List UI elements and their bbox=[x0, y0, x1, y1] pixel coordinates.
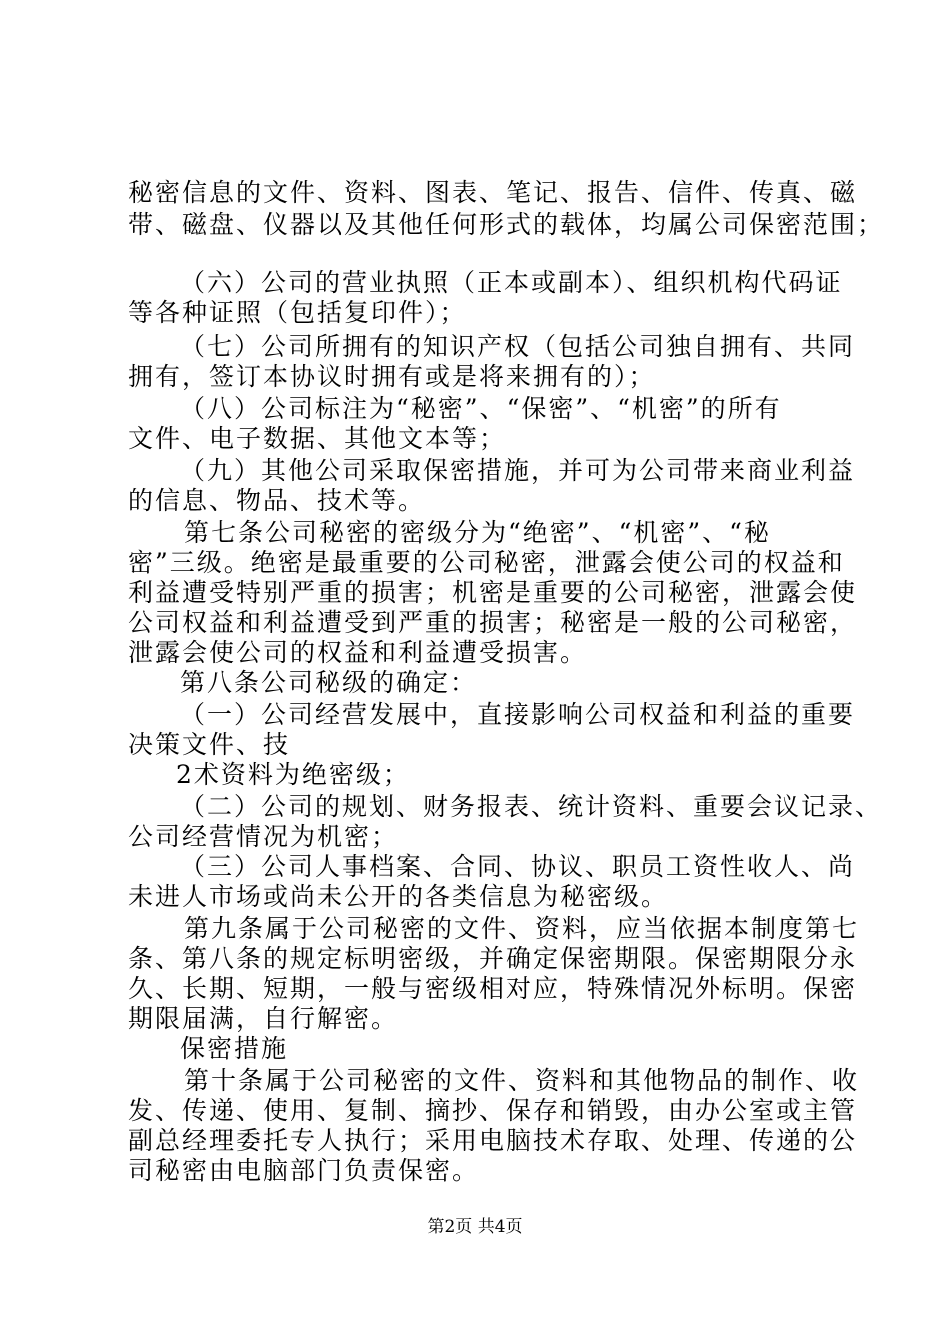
text-line: （七）公司所拥有的知识产权（包括公司独自拥有、共同 bbox=[180, 332, 856, 361]
text-line: 期限届满，自行解密。 bbox=[128, 1004, 399, 1033]
text-line: 密”三级。绝密是最重要的公司秘密，泄露会使公司的权益和 bbox=[128, 548, 845, 577]
text-line: 条、第八条的规定标明密级，并确定保密期限。保密期限分永 bbox=[128, 944, 858, 973]
text-line: 第十条属于公司秘密的文件、资料和其他物品的制作、收 bbox=[184, 1066, 860, 1095]
text-line: 副总经理委托专人执行；采用电脑技术存取、处理、传递的公 bbox=[128, 1126, 858, 1155]
text-line: （二）公司的规划、财务报表、统计资料、重要会议记录、 bbox=[180, 792, 883, 821]
text-line: 未进人市场或尚未公开的各类信息为秘密级。 bbox=[128, 882, 669, 911]
text-line: 泄露会使公司的权益和利益遭受损害。 bbox=[128, 638, 588, 667]
text-line: 带、磁盘、仪器以及其他任何形式的载体，均属公司保密范围； bbox=[128, 210, 885, 239]
page-footer: 第2页 共4页 bbox=[427, 1217, 523, 1237]
text-line: 第九条属于公司秘密的文件、资料，应当依据本制度第七 bbox=[184, 914, 860, 943]
text-line: 的信息、物品、技术等。 bbox=[128, 486, 426, 515]
text-line: 久、长期、短期，一般与密级相对应，特殊情况外标明。保密 bbox=[128, 974, 858, 1003]
text-line: 发、传递、使用、复制、摘抄、保存和销毁，由办公室或主管 bbox=[128, 1096, 858, 1125]
text-line: 决策文件、技 bbox=[128, 730, 291, 759]
text-line: 公司经营情况为机密； bbox=[128, 822, 399, 851]
text-line: 文件、电子数据、其他文本等； bbox=[128, 424, 507, 453]
text-line: 等各种证照（包括复印件）； bbox=[128, 298, 467, 327]
section-heading: 保密措施 bbox=[180, 1034, 289, 1063]
text-line: 利益遭受特别严重的损害；机密是重要的公司秘密，泄露会使 bbox=[128, 578, 858, 607]
text-line: 第八条公司秘级的确定： bbox=[180, 668, 478, 697]
text-line: （九）其他公司采取保密措施，并可为公司带来商业利益 bbox=[180, 456, 856, 485]
text-line: （三）公司人事档案、合同、协议、职员工资性收人、尚 bbox=[180, 852, 856, 881]
text-line: 拥有，签订本协议时拥有或是将来拥有的）； bbox=[128, 362, 656, 391]
text-line: 第七条公司秘密的密级分为“绝密”、“机密”、“秘 bbox=[184, 518, 771, 547]
text-line: （六）公司的营业执照（正本或副本）、组织机构代码证 bbox=[180, 268, 843, 297]
text-line: 秘密信息的文件、资料、图表、笔记、报告、信件、传真、磁 bbox=[128, 178, 858, 207]
text-line: （一）公司经营发展中，直接影响公司权益和利益的重要 bbox=[180, 700, 856, 729]
text-line: 2术资料为绝密级； bbox=[176, 760, 410, 789]
text-line: （八）公司标注为“秘密”、“保密”、“机密”的所有 bbox=[180, 394, 782, 423]
text-line: 公司权益和利益遭受到严重的损害；秘密是一般的公司秘密， bbox=[128, 608, 858, 637]
text-line: 司秘密由电脑部门负责保密。 bbox=[128, 1156, 480, 1185]
